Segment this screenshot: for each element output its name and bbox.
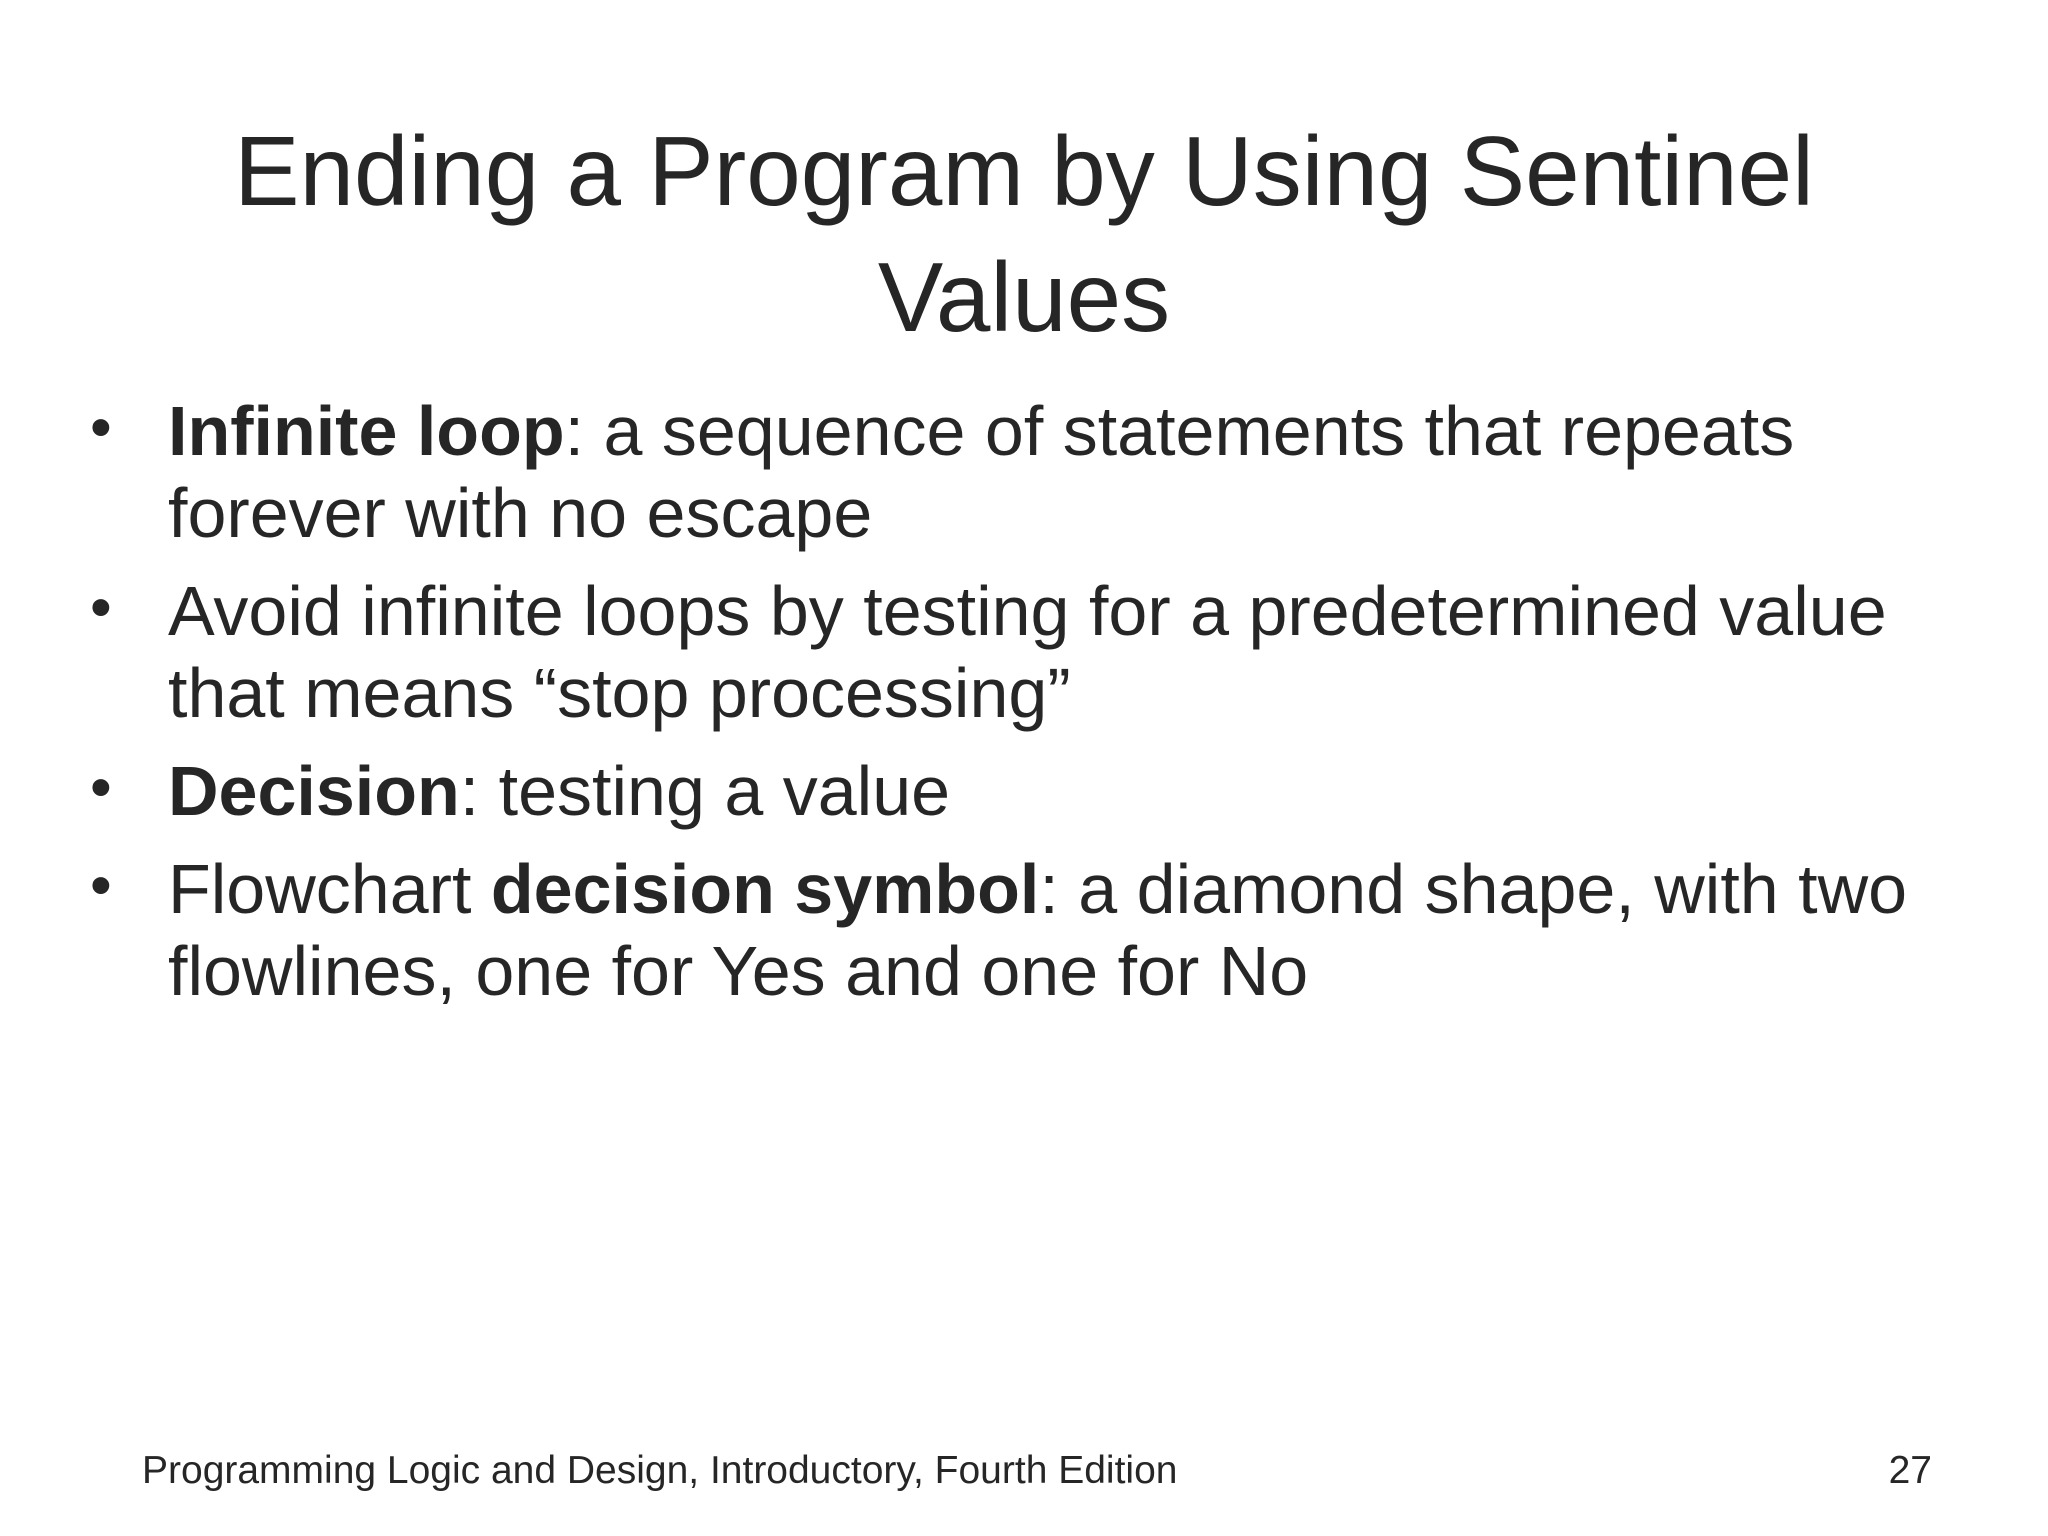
bullet-icon: •	[90, 753, 112, 822]
bullet-text: : a diamond shape, with two flowlines, one for Yes and one for No	[168, 850, 1908, 1010]
footer-page-number: 27	[1888, 1449, 1932, 1492]
bullet-text: : testing a value	[459, 752, 951, 830]
slide-title: Ending a Program by Using Sentinel Values	[234, 116, 1814, 352]
bullet-prefix: Flowchart	[168, 850, 491, 928]
bullet-item-infinite-loop	[80, 390, 1940, 554]
bullet-icon: •	[90, 393, 112, 462]
bullet-term: Decision	[168, 752, 460, 830]
bullet-term: decision symbol	[490, 850, 1040, 928]
bullet-list	[80, 390, 1940, 1028]
bullet-item-decision	[80, 750, 1940, 832]
bullet-item-decision-symbol	[80, 848, 1940, 1012]
bullet-item-avoid-infinite-loops	[80, 570, 1940, 734]
bullet-term: Infinite loop	[168, 392, 565, 470]
bullet-text: : a sequence of statements that repeats forever with no escape	[168, 392, 1795, 552]
footer-book-title: Programming Logic and Design, Introductory, Fourth Edition	[142, 1449, 1178, 1492]
bullet-icon: •	[90, 573, 112, 642]
bullet-icon: •	[90, 851, 112, 920]
bullet-text: Avoid infinite loops by testing for a predetermined value that means “stop processing”	[168, 572, 1887, 732]
